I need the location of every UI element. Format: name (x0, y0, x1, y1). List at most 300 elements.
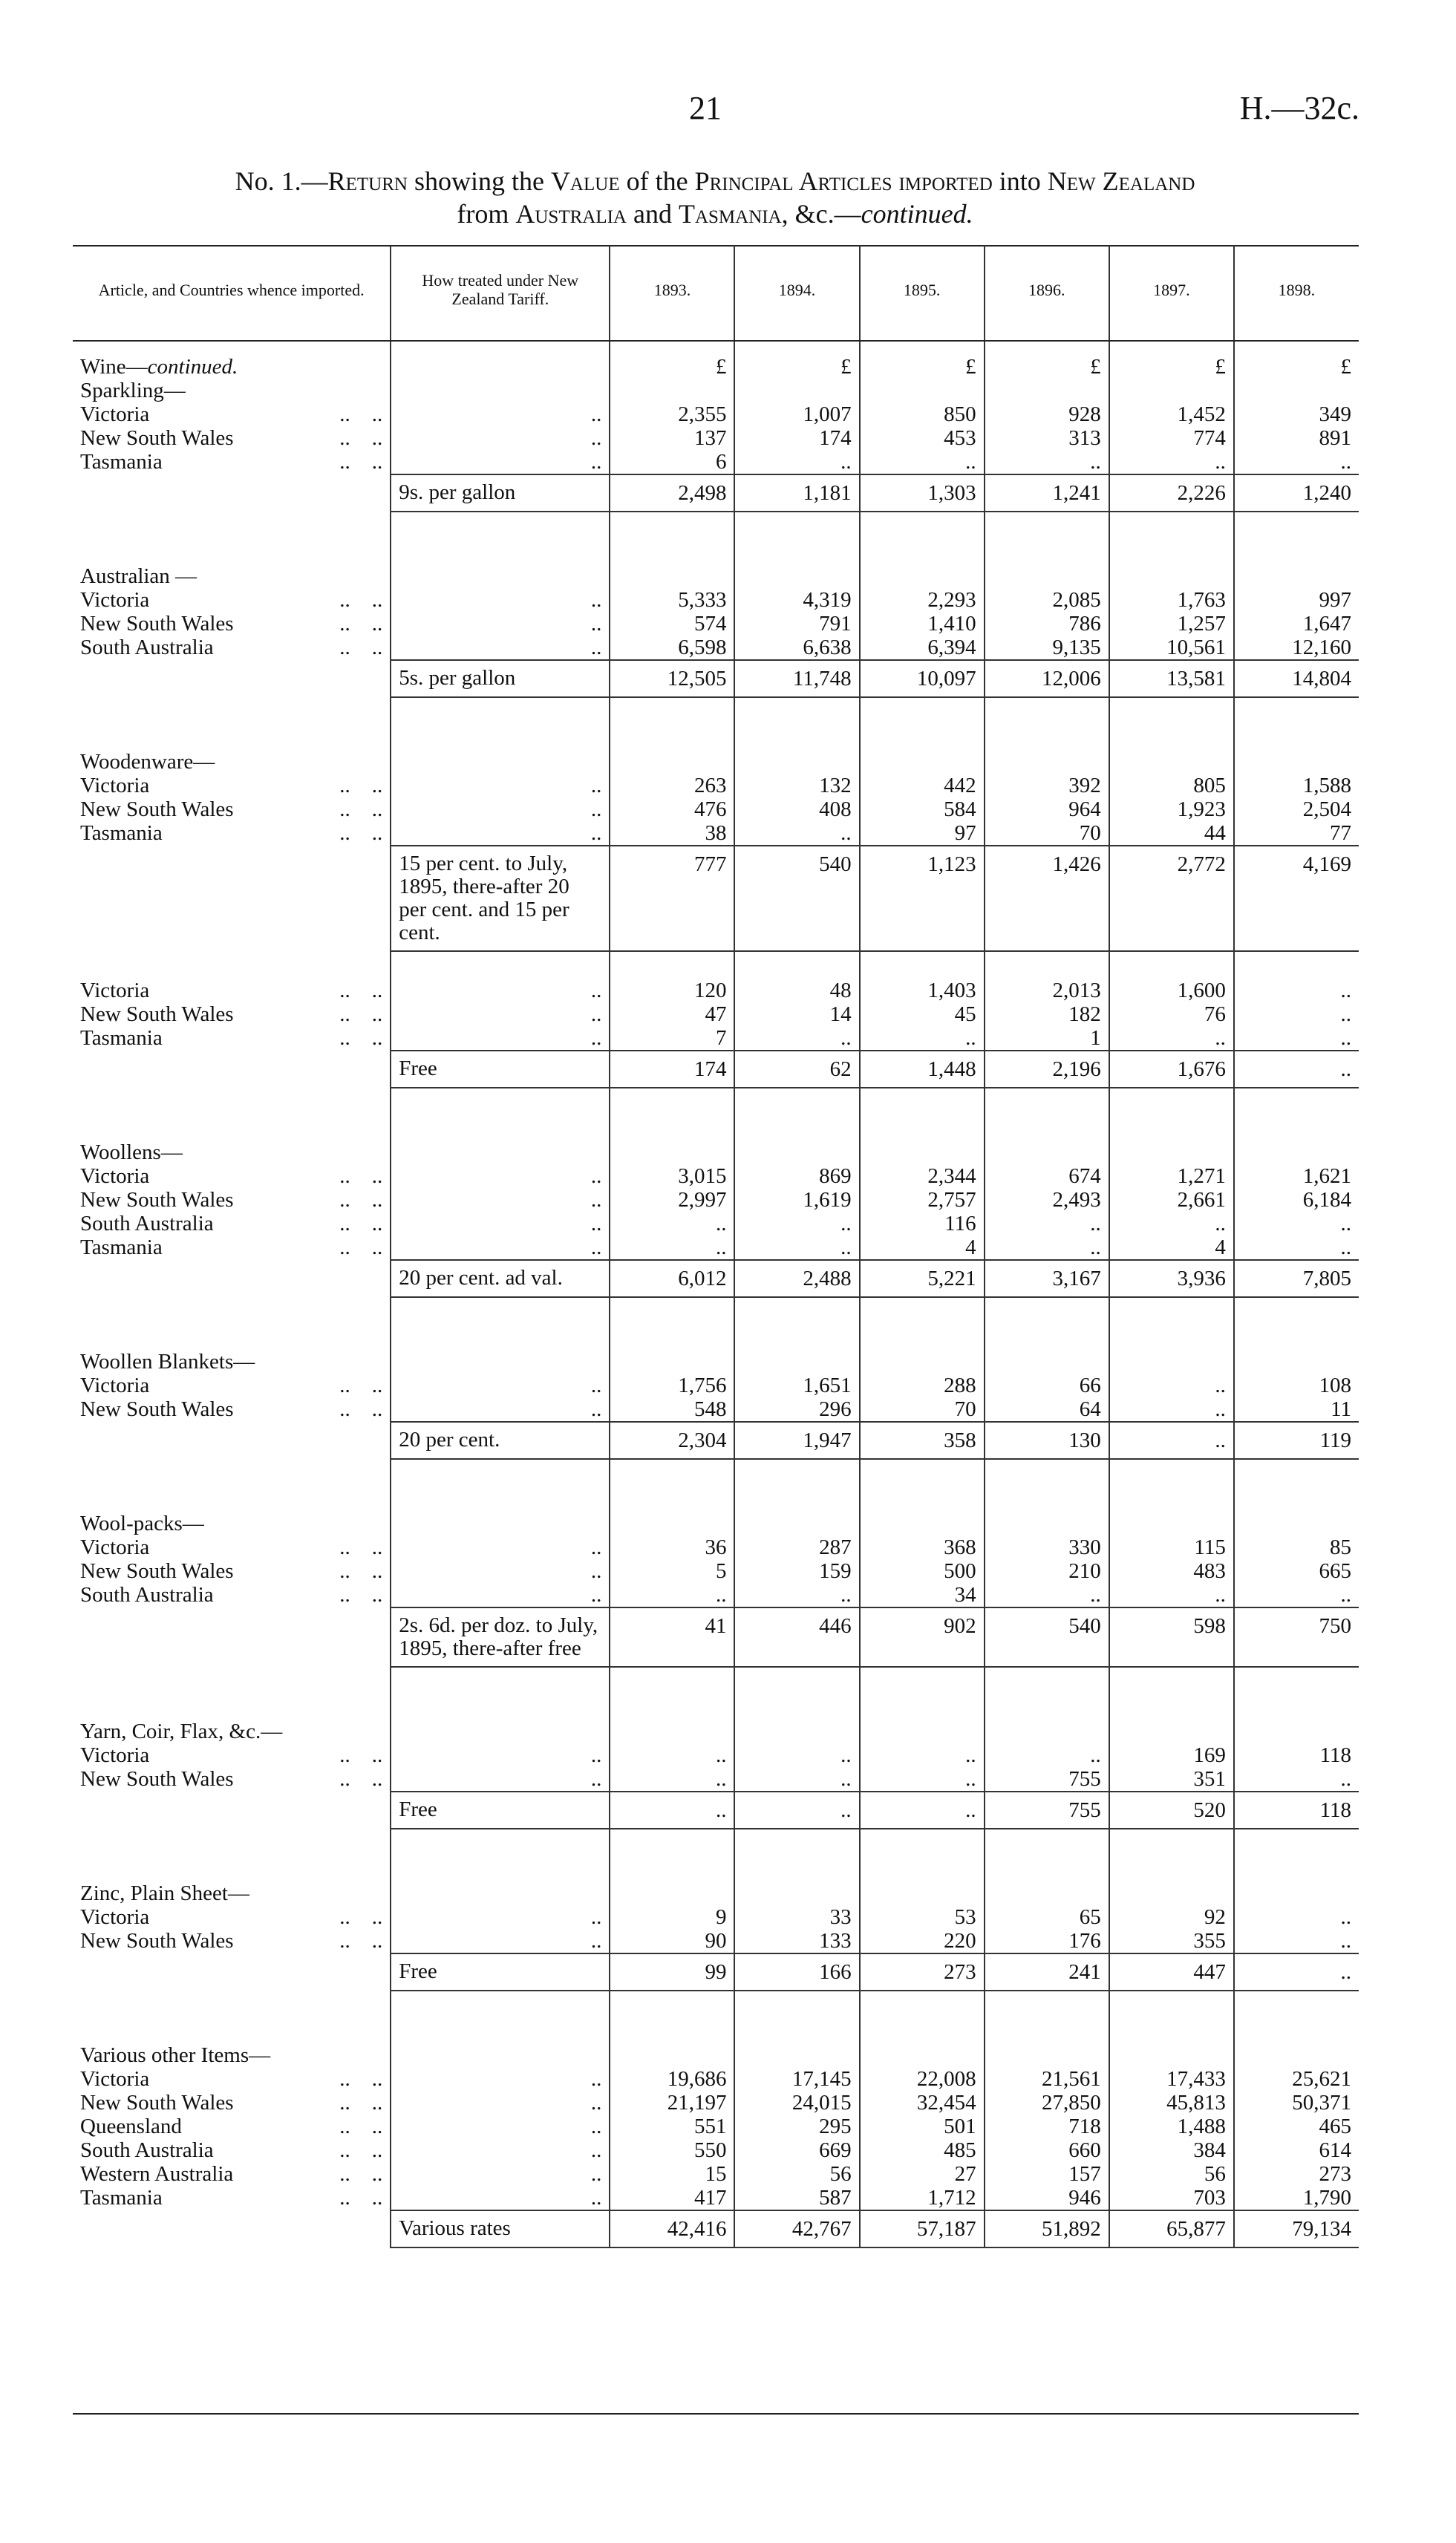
section-heading-text: Sparkling— (80, 379, 186, 402)
value-cell: .. (610, 1743, 734, 1767)
value-cell (1109, 1720, 1234, 1743)
title-part1: showing the (407, 166, 551, 196)
total-cell: 10,097 (860, 660, 985, 697)
value-cell (1109, 564, 1234, 588)
value-cell: 66 (985, 1374, 1109, 1397)
tariff-label: 20 per cent. (399, 1428, 500, 1452)
table-row (73, 2162, 1359, 2186)
value-cell (1109, 1991, 1234, 2043)
table-row (73, 1397, 1359, 1422)
value-cell: 273 (1319, 2162, 1351, 2186)
value-cell: .. (860, 1026, 985, 1051)
value-cell: 1,763 (1109, 588, 1234, 612)
leader-dots: .. .. (339, 979, 383, 1002)
table-row (73, 1002, 1359, 1026)
country-name: New South Wales (80, 426, 234, 450)
tariff-cell: .. (391, 1374, 610, 1397)
total-cell: 1,426 (985, 846, 1109, 951)
country-name: Victoria (80, 2067, 150, 2091)
country-name: New South Wales (80, 612, 234, 636)
total-cell: 6,012 (610, 1260, 734, 1297)
table-row (73, 1235, 1359, 1260)
table-row (73, 2186, 1359, 2210)
value-cell: 288 (860, 1374, 985, 1397)
tariff-label: Free (399, 1057, 437, 1080)
value-cell: 548 (610, 1397, 734, 1422)
country-cell (73, 1743, 391, 1767)
section-heading-text: Various other Items— (80, 2043, 271, 2067)
value-cell (860, 1297, 985, 1350)
value-cell: 660 (985, 2138, 1109, 2162)
title-line2-prefix: from (457, 199, 516, 229)
tariff-cell (391, 1459, 610, 1512)
total-cell: 1,181 (734, 474, 859, 512)
value-cell (734, 379, 859, 402)
tariff-label: Various rates (399, 2216, 511, 2240)
tariff-cell (391, 1350, 610, 1374)
value-cell (1234, 1140, 1359, 1164)
value-cell (860, 1720, 985, 1743)
leader-dots: .. .. (339, 588, 383, 612)
tariff-cell: .. (391, 2067, 610, 2091)
leader-dots: .. .. (339, 1767, 383, 1791)
leader-dots: .. .. (339, 2186, 383, 2210)
value-cell: 6,638 (734, 636, 859, 660)
country-cell (73, 426, 391, 450)
value-cell (1234, 1720, 1359, 1743)
country-name: Queensland (80, 2115, 182, 2138)
section-heading-row (73, 341, 1359, 379)
value-cell: 115 (1109, 1535, 1234, 1559)
spacer-row (73, 1459, 1359, 1512)
col-header-article: Article, and Countries whence imported. (73, 246, 391, 341)
table-body (73, 341, 1359, 2247)
tariff-cell: .. (391, 2162, 610, 2186)
tariff-total-cell (391, 1792, 610, 1829)
total-cell: 62 (734, 1051, 859, 1088)
spacer-row (73, 512, 1359, 564)
value-cell (860, 512, 985, 564)
section-heading-text: Wine— (80, 355, 148, 379)
table-row (73, 2138, 1359, 2162)
value-cell: 805 (1109, 774, 1234, 797)
value-cell (860, 2043, 985, 2067)
title-part2: of the (619, 166, 695, 196)
value-cell (1109, 697, 1234, 750)
value-cell: .. (1340, 979, 1351, 1002)
value-cell: .. (1109, 1026, 1234, 1051)
value-cell (985, 951, 1109, 979)
total-cell: 273 (860, 1953, 985, 1991)
value-cell (985, 1720, 1109, 1743)
table-row (73, 821, 1359, 846)
section-heading-row (73, 2043, 1359, 2067)
value-cell (1234, 512, 1359, 564)
section-heading-text: Woollens— (80, 1140, 183, 1164)
value-cell: 774 (1109, 426, 1234, 450)
tariff-cell (391, 1297, 610, 1350)
total-cell: 11,748 (734, 660, 859, 697)
col-header-year: 1898. (1234, 246, 1359, 341)
value-cell: .. (860, 450, 985, 474)
value-cell: 38 (610, 821, 734, 846)
tariff-cell: .. (391, 2186, 610, 2210)
value-cell (610, 1881, 734, 1905)
country-name: New South Wales (80, 1929, 234, 1953)
value-cell (860, 951, 985, 979)
total-cell: 2,498 (610, 474, 734, 512)
tariff-cell (391, 1667, 610, 1720)
tariff-cell: .. (391, 979, 610, 1002)
value-cell: .. (860, 1743, 985, 1767)
table-row (73, 402, 1359, 426)
leader-dots: .. .. (339, 402, 383, 426)
value-cell: 2,355 (610, 402, 734, 426)
country-name: Victoria (80, 774, 150, 797)
title-prefix: No. 1.— (235, 166, 328, 196)
value-cell (1109, 1667, 1234, 1720)
value-cell: .. (1109, 1397, 1234, 1422)
value-cell: 1,488 (1109, 2115, 1234, 2138)
blank-cell (73, 1088, 391, 1140)
blank-cell (73, 660, 391, 697)
value-cell: .. (1340, 1002, 1351, 1026)
country-cell (73, 2186, 391, 2210)
value-cell (860, 1991, 985, 2043)
value-cell (1109, 1829, 1234, 1881)
blank-cell (73, 697, 391, 750)
value-cell: 2,344 (860, 1164, 985, 1188)
section-heading-row (73, 564, 1359, 588)
leader-dots: .. .. (339, 774, 383, 797)
value-cell (1109, 1459, 1234, 1512)
country-name: New South Wales (80, 1767, 234, 1791)
table-row (73, 1743, 1359, 1767)
value-cell (985, 1667, 1109, 1720)
value-cell: 45 (860, 1002, 985, 1026)
section-heading (73, 750, 391, 774)
value-cell (860, 1881, 985, 1905)
tariff-label: Free (399, 1798, 437, 1821)
spacer-row (73, 1991, 1359, 2043)
country-name: New South Wales (80, 1397, 234, 1421)
country-name: Victoria (80, 979, 150, 1002)
tariff-label: 9s. per gallon (399, 480, 516, 504)
country-cell (73, 979, 391, 1002)
value-cell: .. (985, 1583, 1109, 1607)
value-cell: 928 (985, 402, 1109, 426)
table-row (73, 1188, 1359, 1212)
value-cell (610, 697, 734, 750)
total-cell: .. (1234, 1051, 1359, 1088)
value-cell (985, 1297, 1109, 1350)
value-cell: 159 (734, 1559, 859, 1583)
total-cell: 42,416 (610, 2210, 734, 2247)
tariff-cell (391, 341, 610, 379)
total-cell: 446 (734, 1607, 859, 1667)
total-cell: 51,892 (985, 2210, 1109, 2247)
country-cell (73, 402, 391, 426)
section-heading-row (73, 1720, 1359, 1743)
table-row (73, 1374, 1359, 1397)
value-cell: 182 (985, 1002, 1109, 1026)
value-cell (985, 1829, 1109, 1881)
tariff-cell: .. (391, 2091, 610, 2115)
leader-dots: .. .. (339, 1397, 383, 1421)
currency-cell: £ (734, 341, 859, 379)
value-cell (860, 1829, 985, 1881)
value-cell: 384 (1109, 2138, 1234, 2162)
value-cell: 1,647 (1302, 612, 1351, 636)
country-cell (73, 1212, 391, 1235)
value-cell: 703 (1109, 2186, 1234, 2210)
value-cell (610, 379, 734, 402)
tariff-cell (391, 1881, 610, 1905)
country-name: Victoria (80, 588, 150, 612)
tariff-cell: .. (391, 636, 610, 660)
tariff-cell: .. (391, 1743, 610, 1767)
value-cell (610, 1667, 734, 1720)
total-cell: 1,676 (1109, 1051, 1234, 1088)
table-row (73, 450, 1359, 474)
leader-dots: .. .. (339, 450, 383, 474)
value-cell: .. (1109, 1583, 1234, 1607)
country-cell (73, 2138, 391, 2162)
value-cell: 1,621 (1302, 1164, 1351, 1188)
value-cell: 1,790 (1302, 2186, 1351, 2210)
tariff-cell: .. (391, 426, 610, 450)
country-cell (73, 1929, 391, 1953)
value-cell: 56 (1109, 2162, 1234, 2186)
blank-cell (73, 512, 391, 564)
section-heading-text: Wool-packs— (80, 1512, 204, 1535)
total-cell: 130 (985, 1422, 1109, 1459)
value-cell: 330 (985, 1535, 1109, 1559)
total-row (73, 1953, 1359, 1991)
table-row (73, 1559, 1359, 1583)
table-row (73, 1583, 1359, 1607)
value-cell (734, 750, 859, 774)
table-row (73, 797, 1359, 821)
value-cell: 614 (1319, 2138, 1351, 2162)
tariff-cell: .. (391, 2115, 610, 2138)
value-cell: 22,008 (860, 2067, 985, 2091)
value-cell: .. (1340, 1905, 1351, 1929)
value-cell: .. (1340, 1929, 1351, 1953)
section-heading (73, 1350, 391, 1374)
value-cell: .. (860, 1767, 985, 1792)
country-name: New South Wales (80, 1188, 234, 1212)
blank-cell (73, 2210, 391, 2247)
total-cell: 2,226 (1109, 474, 1234, 512)
value-cell: .. (734, 1212, 859, 1235)
tariff-cell (391, 951, 610, 979)
tariff-cell: .. (391, 2138, 610, 2162)
value-cell: 120 (610, 979, 734, 1002)
value-cell: 1,619 (734, 1188, 859, 1212)
tariff-cell: .. (391, 1583, 610, 1607)
value-cell: 1,007 (734, 402, 859, 426)
blank-cell (73, 474, 391, 512)
value-cell (985, 1881, 1109, 1905)
blank-cell (73, 1459, 391, 1512)
value-cell: 574 (610, 612, 734, 636)
country-name: Victoria (80, 1905, 150, 1929)
value-cell: 108 (1319, 1374, 1351, 1397)
total-cell: 902 (860, 1607, 985, 1667)
value-cell: .. (1340, 1235, 1351, 1259)
tariff-cell (391, 2043, 610, 2067)
value-cell: .. (1340, 1583, 1351, 1607)
value-cell: 1,257 (1109, 612, 1234, 636)
spacer-row (73, 697, 1359, 750)
value-cell: 70 (860, 1397, 985, 1422)
value-cell: 1,452 (1109, 402, 1234, 426)
value-cell: 3,015 (610, 1164, 734, 1188)
value-cell: 32,454 (860, 2091, 985, 2115)
total-cell: 1,303 (860, 474, 985, 512)
total-row (73, 2210, 1359, 2247)
value-cell (860, 379, 985, 402)
table-row (73, 2067, 1359, 2091)
country-name: South Australia (80, 1212, 214, 1235)
title-part3: into (992, 166, 1048, 196)
value-cell: 1,651 (734, 1374, 859, 1397)
tariff-cell: .. (391, 612, 610, 636)
value-cell (1234, 951, 1359, 979)
tariff-cell: .. (391, 588, 610, 612)
value-cell: 587 (734, 2186, 859, 2210)
value-cell: 220 (860, 1929, 985, 1953)
value-cell: 92 (1109, 1905, 1234, 1929)
country-name: New South Wales (80, 2091, 234, 2115)
value-cell (1234, 1088, 1359, 1140)
value-cell: 25,621 (1292, 2067, 1351, 2091)
country-cell (73, 1767, 391, 1792)
total-row (73, 846, 1359, 951)
value-cell: 351 (1109, 1767, 1234, 1792)
value-cell (610, 750, 734, 774)
value-cell: .. (610, 1212, 734, 1235)
section-heading (73, 2043, 391, 2067)
currency-cell: £ (1109, 341, 1234, 379)
value-cell: 17,433 (1109, 2067, 1234, 2091)
table-row (73, 1535, 1359, 1559)
value-cell (860, 1350, 985, 1374)
value-cell: 137 (610, 426, 734, 450)
tariff-cell: .. (391, 774, 610, 797)
value-cell: 501 (860, 2115, 985, 2138)
value-cell: 442 (860, 774, 985, 797)
country-name: Tasmania (80, 2186, 163, 2210)
tariff-total-cell (391, 1051, 610, 1088)
value-cell (1109, 2043, 1234, 2067)
total-cell: 755 (985, 1792, 1109, 1829)
value-cell: 132 (734, 774, 859, 797)
total-cell: 5,221 (860, 1260, 985, 1297)
total-cell: 2,772 (1109, 846, 1234, 951)
value-cell (860, 564, 985, 588)
value-cell: 392 (985, 774, 1109, 797)
title-value: Value (550, 166, 620, 196)
country-name: Victoria (80, 1164, 150, 1188)
value-cell: 6,394 (860, 636, 985, 660)
tariff-cell: .. (391, 1002, 610, 1026)
value-cell: 12,160 (1292, 636, 1351, 659)
value-cell (1109, 1088, 1234, 1140)
country-name: New South Wales (80, 1559, 234, 1583)
table-row (73, 1929, 1359, 1953)
total-cell: 540 (985, 1607, 1109, 1667)
total-cell: 358 (860, 1422, 985, 1459)
section-heading-row (73, 1881, 1359, 1905)
col-header-year: 1895. (860, 246, 985, 341)
total-cell: 1,241 (985, 474, 1109, 512)
value-cell: .. (734, 1235, 859, 1260)
total-cell: .. (610, 1792, 734, 1829)
value-cell (610, 1297, 734, 1350)
table-row (73, 1212, 1359, 1235)
section-heading-text: Zinc, Plain Sheet— (80, 1881, 249, 1905)
value-cell: 4,319 (734, 588, 859, 612)
page-number: 21 (689, 90, 722, 126)
value-cell: .. (734, 1583, 859, 1607)
value-cell (610, 1512, 734, 1535)
value-cell (985, 1459, 1109, 1512)
total-cell: 777 (610, 846, 734, 951)
col-header-year: 1894. (734, 246, 859, 341)
leader-dots: .. .. (339, 1583, 383, 1607)
total-cell: 79,134 (1234, 2210, 1359, 2247)
spacer-row (73, 1667, 1359, 1720)
tariff-cell (391, 1991, 610, 2043)
header-row (73, 246, 1359, 341)
value-cell: 27 (860, 2162, 985, 2186)
value-cell (1109, 379, 1234, 402)
value-cell (734, 564, 859, 588)
blank-cell (73, 1607, 391, 1667)
value-cell: .. (610, 1583, 734, 1607)
total-row (73, 474, 1359, 512)
value-cell: .. (734, 821, 859, 846)
value-cell: 584 (860, 797, 985, 821)
tariff-cell: .. (391, 1235, 610, 1260)
blank-cell (73, 1260, 391, 1297)
tariff-cell: .. (391, 1559, 610, 1583)
country-name: Victoria (80, 1374, 150, 1397)
value-cell: 551 (610, 2115, 734, 2138)
leader-dots: .. .. (339, 1235, 383, 1259)
value-cell (734, 1829, 859, 1881)
value-cell: 157 (985, 2162, 1109, 2186)
value-cell: 669 (734, 2138, 859, 2162)
value-cell: 7 (610, 1026, 734, 1051)
tariff-cell (391, 1720, 610, 1743)
value-cell: 287 (734, 1535, 859, 1559)
total-cell: 14,804 (1234, 660, 1359, 697)
section-heading-text: Woollen Blankets— (80, 1350, 255, 1374)
tariff-cell (391, 379, 610, 402)
total-cell: 2,488 (734, 1260, 859, 1297)
value-cell: 116 (860, 1212, 985, 1235)
value-cell (1109, 1350, 1234, 1374)
value-cell: 24,015 (734, 2091, 859, 2115)
value-cell: 19,686 (610, 2067, 734, 2091)
tariff-cell: .. (391, 402, 610, 426)
country-cell (73, 1397, 391, 1422)
value-cell (734, 1140, 859, 1164)
country-name: Tasmania (80, 1235, 163, 1259)
